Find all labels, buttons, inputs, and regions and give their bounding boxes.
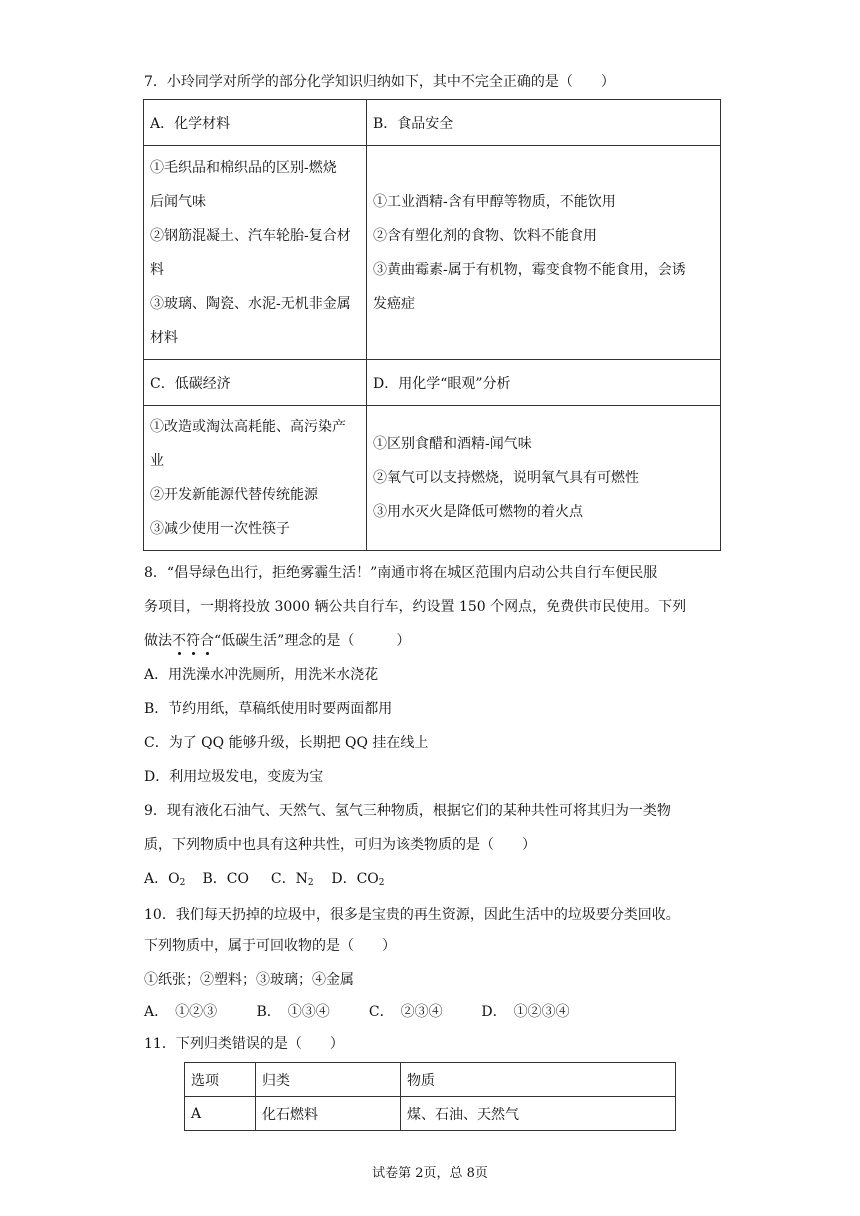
q10-option-a: A． ①②③ bbox=[144, 1004, 218, 1020]
q10-option-c: C． ②③④ bbox=[368, 1004, 443, 1020]
q7-a-line: 料 bbox=[150, 261, 164, 278]
q10-options bbox=[144, 1002, 570, 1022]
q7-a-header: A．化学材料 bbox=[144, 100, 367, 146]
q8-line3 bbox=[144, 631, 410, 651]
q7-a-content bbox=[144, 146, 367, 360]
q10-line2: 下列物质中，属于可回收物的是（ ） bbox=[144, 938, 396, 954]
q8-option-b: B．节约用纸，草稿纸使用时要两面都用 bbox=[144, 701, 393, 717]
q7-a-line: ③玻璃、陶瓷、水泥-无机非金属 bbox=[150, 295, 351, 312]
q7-stem: 7．小玲同学对所学的部分化学知识归纳如下，其中不完全正确的是（ ） bbox=[144, 74, 615, 90]
q11-table bbox=[184, 1062, 676, 1131]
q11-header-substance: 物质 bbox=[401, 1063, 676, 1097]
q9-option-a-label: A．O bbox=[144, 871, 180, 887]
q11-row-a-category: 化石燃料 bbox=[256, 1097, 401, 1131]
q8-line2: 务项目，一期将投放 3000 辆公共自行车，约设置 150 个网点，免费供市民使用。下列 bbox=[144, 599, 687, 615]
q11-header-option: 选项 bbox=[185, 1063, 256, 1097]
q7-c-line: ②开发新能源代替传统能源 bbox=[150, 487, 318, 503]
q9-option-c-label: C．N bbox=[270, 871, 308, 887]
q10-option-d: D． ①②③④ bbox=[481, 1004, 570, 1020]
q7-b-line: ①工业酒精-含有甲醇等物质，不能饮用 bbox=[373, 193, 616, 210]
q8-line3-suffix: “低碳生活”理念的是（ ） bbox=[214, 633, 411, 649]
q7-d-line: ②氧气可以支持燃烧，说明氧气具有可燃性 bbox=[373, 470, 639, 486]
q10-line3: ①纸张；②塑料；③玻璃；④金属 bbox=[144, 972, 354, 988]
q9-option-d bbox=[331, 869, 384, 893]
q9-option-a bbox=[144, 869, 198, 893]
q7-c-line: 业 bbox=[150, 453, 164, 469]
q7-a-line: ①毛织品和棉织品的区别-燃烧 bbox=[150, 159, 337, 176]
q10-line1: 10．我们每天扔掉的垃圾中，很多是宝贵的再生资源，因此生活中的垃圾要分类回收。 bbox=[144, 907, 680, 923]
q8-line1: 8．“倡导绿色出行，拒绝雾霾生活！”南通市将在城区范围内启动公共自行车便民服 bbox=[144, 565, 658, 581]
q8-line3-prefix: 做法 bbox=[144, 633, 172, 649]
q11-stem: 11．下列归类错误的是（ ） bbox=[144, 1036, 344, 1052]
q7-table bbox=[143, 99, 721, 551]
q7-c-header: C．低碳经济 bbox=[144, 360, 367, 406]
q7-c-content bbox=[144, 406, 367, 551]
q11-row-a-option: A bbox=[185, 1097, 256, 1131]
emphasis-char: 合 bbox=[200, 633, 214, 649]
emphasis-char: 符 bbox=[186, 633, 200, 649]
q7-d-line: ①区别食醋和酒精-闻气味 bbox=[373, 436, 532, 452]
q9-option-d-label: D．CO bbox=[331, 871, 379, 887]
q7-d-line: ③用水灭火是降低可燃物的着火点 bbox=[373, 504, 583, 520]
emphasis-char: 不 bbox=[172, 633, 186, 649]
q11-header-category: 归类 bbox=[256, 1063, 401, 1097]
q9-option-c bbox=[271, 869, 327, 893]
q7-c-line: ①改造或淘汰高耗能、高污染产 bbox=[150, 419, 346, 435]
q8-option-d: D．利用垃圾发电，变废为宝 bbox=[144, 769, 324, 785]
q7-b-content bbox=[367, 146, 721, 360]
q7-b-line: 发癌症 bbox=[373, 295, 415, 312]
q9-line2: 质，下列物质中也具有这种共性，可归为该类物质的是（ ） bbox=[144, 837, 536, 853]
q7-d-content bbox=[367, 406, 721, 551]
q7-d-header: D．用化学“眼观”分析 bbox=[367, 360, 721, 406]
q9-options bbox=[144, 869, 385, 893]
q9-option-d-sub: 2 bbox=[378, 878, 385, 888]
q7-a-line: 材料 bbox=[150, 329, 178, 346]
q10-option-b: B． ①③④ bbox=[256, 1004, 330, 1020]
q9-option-b bbox=[202, 869, 266, 889]
q7-a-line: ②钢筋混凝土、汽车轮胎-复合材 bbox=[150, 227, 351, 244]
q9-option-a-sub: 2 bbox=[179, 878, 186, 888]
q8-option-a: A．用洗澡水冲洗厕所，用洗米水浇花 bbox=[144, 667, 379, 683]
q9-option-b-label: B．CO bbox=[202, 871, 249, 887]
q7-a-line: 后闻气味 bbox=[150, 193, 206, 210]
q11-row-a-substance: 煤、石油、天然气 bbox=[401, 1097, 676, 1131]
page-footer: 试卷第 2页，总 8页 bbox=[372, 1166, 488, 1181]
q9-line1: 9．现有液化石油气、天然气、氢气三种物质，根据它们的某种共性可将其归为一类物 bbox=[144, 803, 671, 819]
q7-b-line: ②含有塑化剂的食物、饮料不能食用 bbox=[373, 227, 597, 244]
q7-b-line: ③黄曲霉素-属于有机物，霉变食物不能食用，会诱 bbox=[373, 261, 686, 278]
q8-option-c: C．为了 QQ 能够升级，长期把 QQ 挂在线上 bbox=[144, 735, 429, 751]
q7-b-header: B．食品安全 bbox=[367, 100, 721, 146]
q7-c-line: ③减少使用一次性筷子 bbox=[150, 521, 290, 537]
q9-option-c-sub: 2 bbox=[307, 878, 314, 888]
